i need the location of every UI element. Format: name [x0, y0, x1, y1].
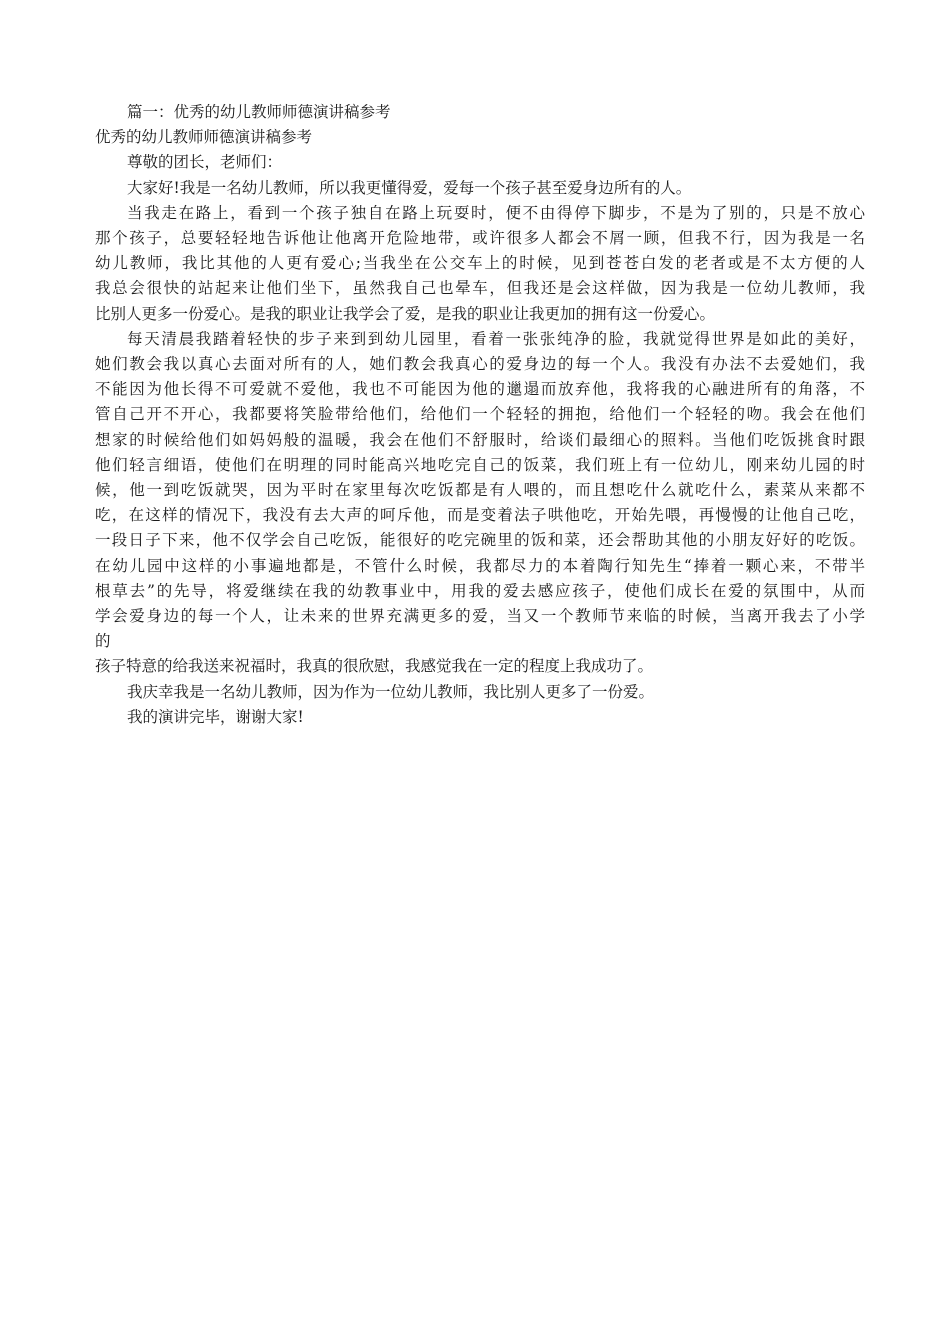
paragraph-line: 候，他一到吃饭就哭，因为平时在家里每次吃饭都是有人喂的，而且想吃什么就吃什么，素菜从来都不 [95, 481, 865, 500]
paragraph-line: 每天清晨我踏着轻快的步子来到到幼儿园里，看着一张张纯净的脸，我就觉得世界是如此的美好， [127, 329, 865, 348]
paragraph-line: 那个孩子，总要轻轻地告诉他让他离开危险地带，或许很多人都会不屑一顾，但我不行，因为我是一名 [95, 229, 865, 248]
document-page [95, 100, 865, 730]
paragraph-line: 想家的时候给他们如妈妈般的温暖，我会在他们不舒服时，给谈们最细心的照料。当他们吃饭挑食时跟 [95, 430, 865, 449]
section-heading: 篇一：优秀的幼儿教师师德演讲稿参考 [127, 103, 391, 121]
paragraph-line: 当我走在路上，看到一个孩子独自在路上玩耍时，便不由得停下脚步，不是为了别的，只是不放心 [127, 203, 865, 222]
paragraph-walking [95, 201, 865, 327]
paragraph-line: 我总会很快的站起来让他们坐下，虽然我自己也晕车，但我还是会这样做，因为我是一位幼儿教师，我 [95, 279, 865, 298]
paragraph-line: 比别人更多一份爱心。是我的职业让我学会了爱，是我的职业让我更加的拥有这一份爱心。 [95, 304, 716, 323]
paragraph-line: 他们轻言细语，使他们在明理的同时能高兴地吃完自己的饭菜，我们班上有一位幼儿，刚来幼儿园的时 [95, 455, 865, 474]
paragraph-line: 管自己开不开心，我都要将笑脸带给他们，给他们一个轻轻的拥抱，给他们一个轻轻的吻。我会在他们 [95, 405, 865, 424]
salutation: 尊敬的团长，老师们： [127, 153, 283, 172]
paragraph-fortunate: 我庆幸我是一名幼儿教师，因为作为一位幼儿教师，我比别人更多了一份爱。 [127, 682, 655, 701]
paragraph-line: 幼儿教师，我比其他的人更有爱心;当我坐在公交车上的时候，见到苍苍白发的老者或是不太方便的人 [95, 254, 865, 273]
paragraph-line: 吃，在这样的情况下，我没有去大声的呵斥他，而是变着法子哄他吃，开始先喂，再慢慢的让他自己吃， [95, 506, 865, 525]
paragraph-line: 孩子特意的给我送来祝福时，我真的很欣慰，我感觉我在一定的程度上我成功了。 [95, 657, 654, 676]
paragraph-greeting: 大家好!我是一名幼儿教师，所以我更懂得爱，爱每一个孩子甚至爱身边所有的人。 [127, 178, 692, 197]
paragraph-line: 她们教会我以真心去面对所有的人，她们教会我真心的爱身边的每一个人。我没有办法不去爱她们，我 [95, 355, 865, 374]
paragraph-line: 一段日子下来，他不仅学会自己吃饭，能很好的吃完碗里的饭和菜，还会帮助其他的小朋友好好的吃饭。 [95, 531, 865, 550]
paragraph-line: 不能因为他长得不可爱就不爱他，我也不可能因为他的邋遢而放弃他，我将我的心融进所有的角落，不 [95, 380, 865, 399]
paragraph-line: 的 [95, 632, 111, 651]
document-title: 优秀的幼儿教师师德演讲稿参考 [95, 128, 313, 147]
paragraph-kindergarten [95, 327, 865, 680]
paragraph-line: 根草去”的先导，将爱继续在我的幼教事业中，用我的爱去感应孩子，使他们成长在爱的氛围中，从而 [95, 581, 865, 600]
paragraph-line: 学会爱身边的每一个人，让未来的世界充满更多的爱，当又一个教师节来临的时候，当离开我去了小学 [95, 607, 865, 626]
paragraph-line: 在幼儿园中这样的小事遍地都是，不管什么时候，我都尽力的本着陶行知先生“捧着一颗心来，不带半 [95, 556, 865, 575]
paragraph-closing: 我的演讲完毕，谢谢大家! [127, 707, 304, 726]
